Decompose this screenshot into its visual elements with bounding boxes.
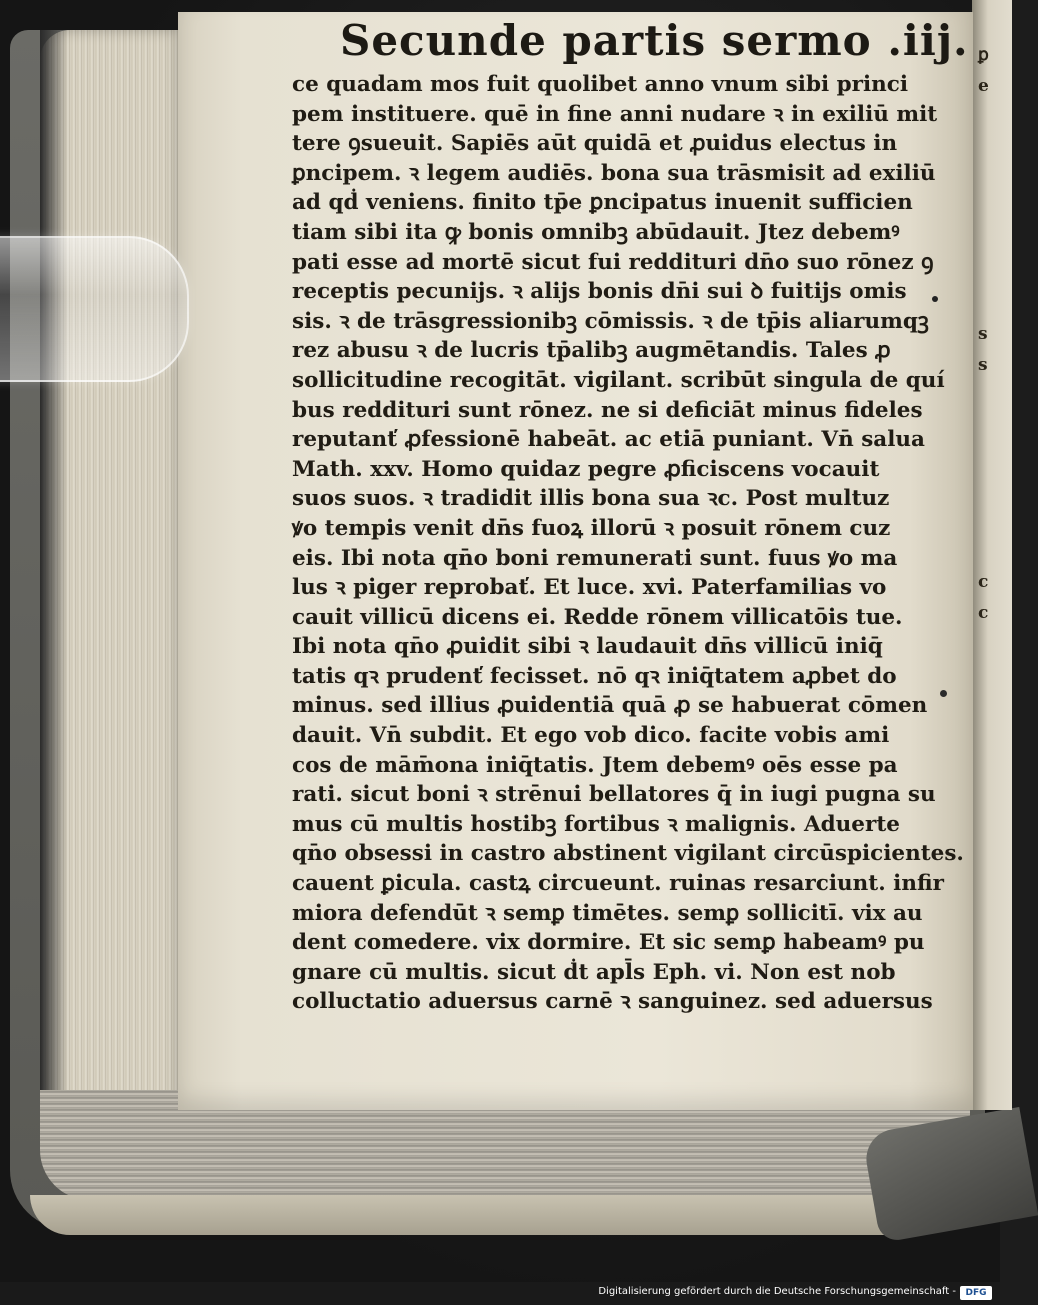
text-line: tere ꝯsueuit. Sapiēs aūt quidā et ꝓuidus electus in xyxy=(292,131,898,157)
text-line: colluctatio aduersus carnē ꝛ sanguinez. sed aduersus xyxy=(292,989,933,1015)
running-head: Secunde partis sermo .iij. xyxy=(340,16,969,65)
ink-mark xyxy=(940,690,947,697)
facing-page-char xyxy=(978,443,1002,474)
left-page-stack xyxy=(40,30,185,1130)
facing-page-char xyxy=(978,939,1002,970)
facing-page-char xyxy=(978,784,1002,815)
text-line: eis. Ibi nota qn̄o boni remunerati sunt. fuus ꝟo ma xyxy=(292,545,898,571)
facing-page-char: c xyxy=(978,603,989,623)
text-line: suos suos. ꝛ tradidit illis bona sua ꝛc. Post multuz xyxy=(292,486,890,512)
facing-page-char xyxy=(978,908,1002,939)
text-line: rati. sicut boni ꝛ strēnui bellatores q̄ in iugi pugna su xyxy=(292,782,936,808)
text-line: reputanť ꝓfessionē habeāt. ac etiā puniant. Vn̄ salua xyxy=(292,427,925,453)
credit-text: Digitalisierung gefördert durch die Deutsche Forschungsgemeinschaft - xyxy=(598,1286,956,1297)
text-line: qn̄o obsessi in castro abstinent vigilant circūspicientes. xyxy=(292,841,964,867)
facing-page-char xyxy=(978,381,1002,412)
facing-page-char xyxy=(978,474,1002,505)
text-line: tatis qꝛ prudenť fecisset. nō qꝛ iniq̄tatem aꝓbet do xyxy=(292,663,897,689)
facing-page-char: e xyxy=(978,76,989,96)
text-line: sis. ꝛ de trāsgressionibꝫ cōmissis. ꝛ de tp̄is aliarumqꝫ xyxy=(292,308,929,334)
text-line: ce quadam mos fuit quolibet anno vnum sibi princi xyxy=(292,72,909,97)
text-line: sollicitudine recogitāt. vigilant. scribūt singula de quí xyxy=(292,367,945,393)
ink-mark xyxy=(932,296,938,302)
facing-page-char xyxy=(978,288,1002,319)
facing-page-char xyxy=(978,877,1002,908)
facing-page-char xyxy=(978,257,1002,288)
dfg-logo-icon: DFG xyxy=(960,1286,992,1300)
facing-page-char: s xyxy=(978,324,988,344)
text-line: Math. xxv. Homo quidaz pegre ꝓficiscens vocauit xyxy=(292,456,880,482)
text-line: tiam sibi ita ꝙ bonis omnibꝫ abūdauit. Jtez debemꝰ xyxy=(292,219,900,245)
facing-page-char xyxy=(978,753,1002,784)
facing-page-char xyxy=(978,722,1002,753)
text-line: receptis pecunijs. ꝛ alijs bonis dn̄i sui ꝺ fuitijs omis xyxy=(292,279,907,305)
text-line: ꝑncipem. ꝛ legem audiēs. bona sua trāsmisit ad exiliū xyxy=(292,160,936,186)
text-line: dauit. Vn̄ subdit. Et ego vob dico. facite vobis ami xyxy=(292,723,890,749)
facing-page-char xyxy=(978,102,1002,133)
facing-page-char xyxy=(978,815,1002,846)
facing-page-text xyxy=(978,40,1002,1001)
text-line: bus reddituri sunt rōnez. ne si deficiāt minus fideles xyxy=(292,397,923,423)
bottom-page-edge xyxy=(30,1195,930,1235)
facing-page-char xyxy=(978,133,1002,164)
facing-page-char: c xyxy=(978,572,989,592)
text-line: ad qḋ veniens. finito tp̄e ꝑncipatus inuenit sufficien xyxy=(292,190,913,216)
facing-page-char xyxy=(978,970,1002,1001)
text-line: rez abusu ꝛ de lucris tp̄alibꝫ augmētandis. Tales ꝓ xyxy=(292,338,891,364)
facing-page-char xyxy=(978,505,1002,536)
facing-page-char xyxy=(978,412,1002,443)
text-line: minus. sed illius ꝓuidentiā quā ꝓ se habuerat cōmen xyxy=(292,693,928,719)
text-line: mus cū multis hostibꝫ fortibus ꝛ malignis. Aduerte xyxy=(292,811,900,837)
text-line: pem instituere. quē in fine anni nudare ꝛ in exiliū mit xyxy=(292,101,938,127)
facing-page-char xyxy=(978,536,1002,567)
facing-page-char xyxy=(978,691,1002,722)
facing-page-char xyxy=(978,195,1002,226)
text-line: lus ꝛ piger reprobať. Et luce. xvi. Paterfamilias vo xyxy=(292,575,887,601)
text-line: gnare cū multis. sicut ḋt apl̄s Eph. vi. Non est nob xyxy=(292,959,896,985)
text-line: Ibi nota qn̄o ꝓuidit sibi ꝛ laudauit dn̄s villicū iniq̄ xyxy=(292,634,883,660)
text-line: cauent ꝑicula. castꝝ circueunt. ruinas resarciunt. infir xyxy=(292,871,944,897)
facing-page-char xyxy=(978,846,1002,877)
credit-bar xyxy=(0,1282,1000,1305)
facing-page-char: s xyxy=(978,355,988,375)
facing-page-char: ꝑ xyxy=(978,45,989,65)
text-line: cauit villicū dicens ei. Redde rōnem villicatōis tue. xyxy=(292,604,903,630)
text-line: cos de mām̄ona iniq̄tatis. Jtem debemꝰ oēs esse pa xyxy=(292,752,898,778)
text-line: ꝟo tempis venit dn̄s fuoꝝ illorū ꝛ posuit rōnem cuz xyxy=(292,515,891,541)
facing-page-char xyxy=(978,660,1002,691)
facing-page-char xyxy=(978,164,1002,195)
text-line: miora defendūt ꝛ semꝑ timētes. semꝑ sollicitī. vix au xyxy=(292,900,923,926)
body-text xyxy=(292,70,964,1017)
facing-page-char xyxy=(978,226,1002,257)
glass-page-weight xyxy=(0,236,189,382)
facing-page-char xyxy=(978,629,1002,660)
text-line: dent comedere. vix dormire. Et sic semꝑ habeamꝰ pu xyxy=(292,930,925,956)
text-line: pati esse ad mortē sicut fui reddituri dn̄o suo rōnez ꝯ xyxy=(292,249,934,275)
